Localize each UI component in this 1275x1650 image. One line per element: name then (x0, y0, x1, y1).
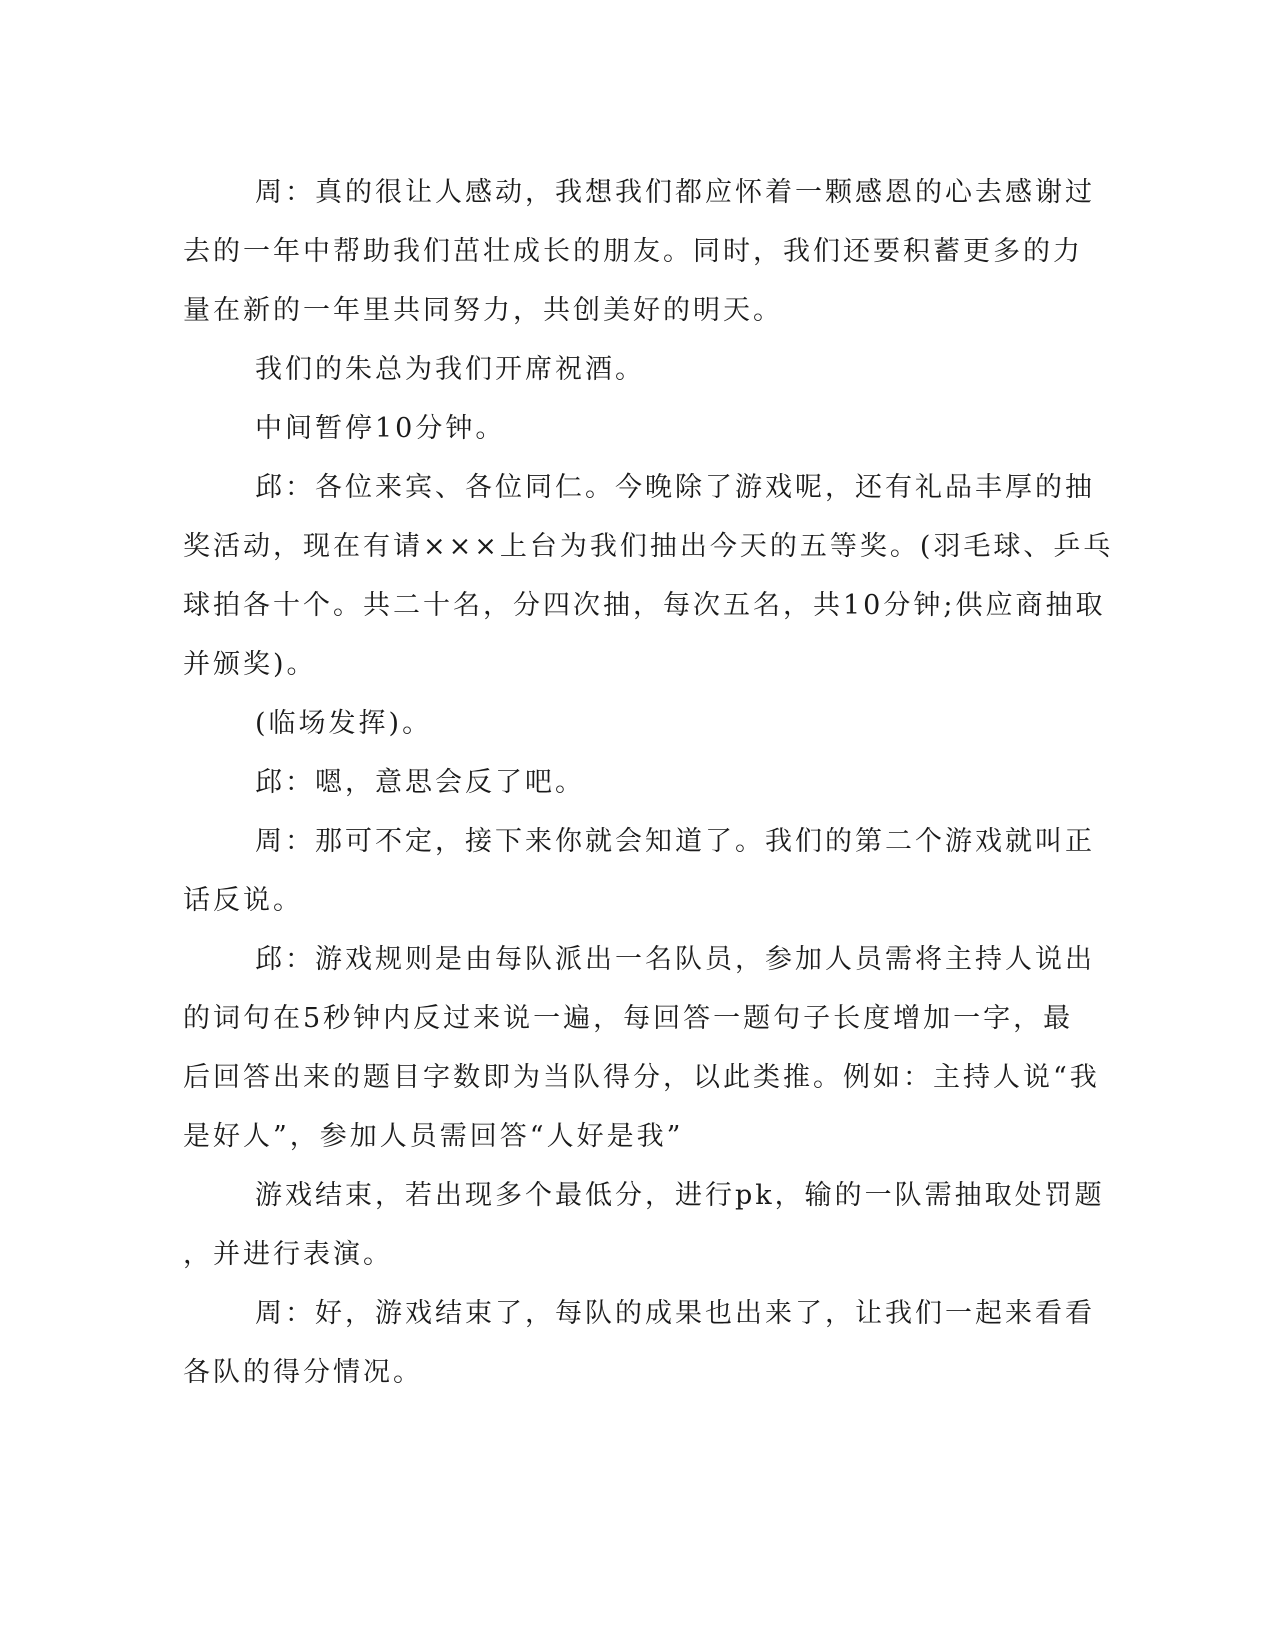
paragraph-first-line: 中间暂停10分钟。 (255, 413, 506, 444)
paragraph-first-line: 邱：游戏规则是由每队派出一名队员，参加人员需将主持人说出 (255, 944, 1095, 975)
paragraph-first-line: (临场发挥)。 (255, 708, 433, 739)
paragraph-line: 并颁奖)。 (183, 649, 317, 680)
paragraph (183, 340, 1073, 399)
paragraph-first-line: 我们的朱总为我们开席祝酒。 (255, 354, 645, 385)
paragraph-first-line: 周：真的很让人感动，我想我们都应怀着一颗感恩的心去感谢过 (255, 177, 1095, 208)
paragraph-first-line: 游戏结束，若出现多个最低分，进行pk，输的一队需抽取处罚题 (255, 1180, 1105, 1211)
paragraph (183, 1166, 1105, 1284)
paragraph-line: 各队的得分情况。 (183, 1357, 423, 1388)
paragraph-line: 球拍各十个。共二十名，分四次抽，每次五名，共10分钟;供应商抽取 (183, 590, 1106, 621)
paragraph-line: 奖活动，现在有请×××上台为我们抽出今天的五等奖。(羽毛球、乒乓 (183, 531, 1114, 562)
paragraph (183, 458, 1114, 694)
paragraph (183, 163, 1095, 340)
paragraph-line: 的词句在5秒钟内反过来说一遍，每回答一题句子长度增加一字，最 (183, 1003, 1074, 1034)
paragraph-first-line: 周：好，游戏结束了，每队的成果也出来了，让我们一起来看看 (255, 1298, 1095, 1329)
paragraph-line: 去的一年中帮助我们茁壮成长的朋友。同时，我们还要积蓄更多的力 (183, 236, 1083, 267)
paragraph-first-line: 邱：各位来宾、各位同仁。今晚除了游戏呢，还有礼品丰厚的抽 (255, 472, 1095, 503)
paragraph-line: ，并进行表演。 (183, 1239, 393, 1270)
paragraph-line: 量在新的一年里共同努力，共创美好的明天。 (183, 295, 783, 326)
paragraph (183, 1284, 1095, 1402)
paragraph-line: 是好人”，参加人员需回答“人好是我” (183, 1121, 684, 1152)
paragraph-first-line: 周：那可不定，接下来你就会知道了。我们的第二个游戏就叫正 (255, 826, 1095, 857)
paragraph (183, 694, 1073, 753)
paragraph-first-line: 邱：嗯，意思会反了吧。 (255, 767, 585, 798)
paragraph-line: 后回答出来的题目字数即为当队得分，以此类推。例如：主持人说“我 (183, 1062, 1100, 1093)
paragraph (183, 399, 1073, 458)
paragraph-line: 话反说。 (183, 885, 303, 916)
paragraph (183, 930, 1100, 1166)
document-body (183, 163, 1114, 1402)
paragraph (183, 753, 1073, 812)
paragraph (183, 812, 1095, 930)
